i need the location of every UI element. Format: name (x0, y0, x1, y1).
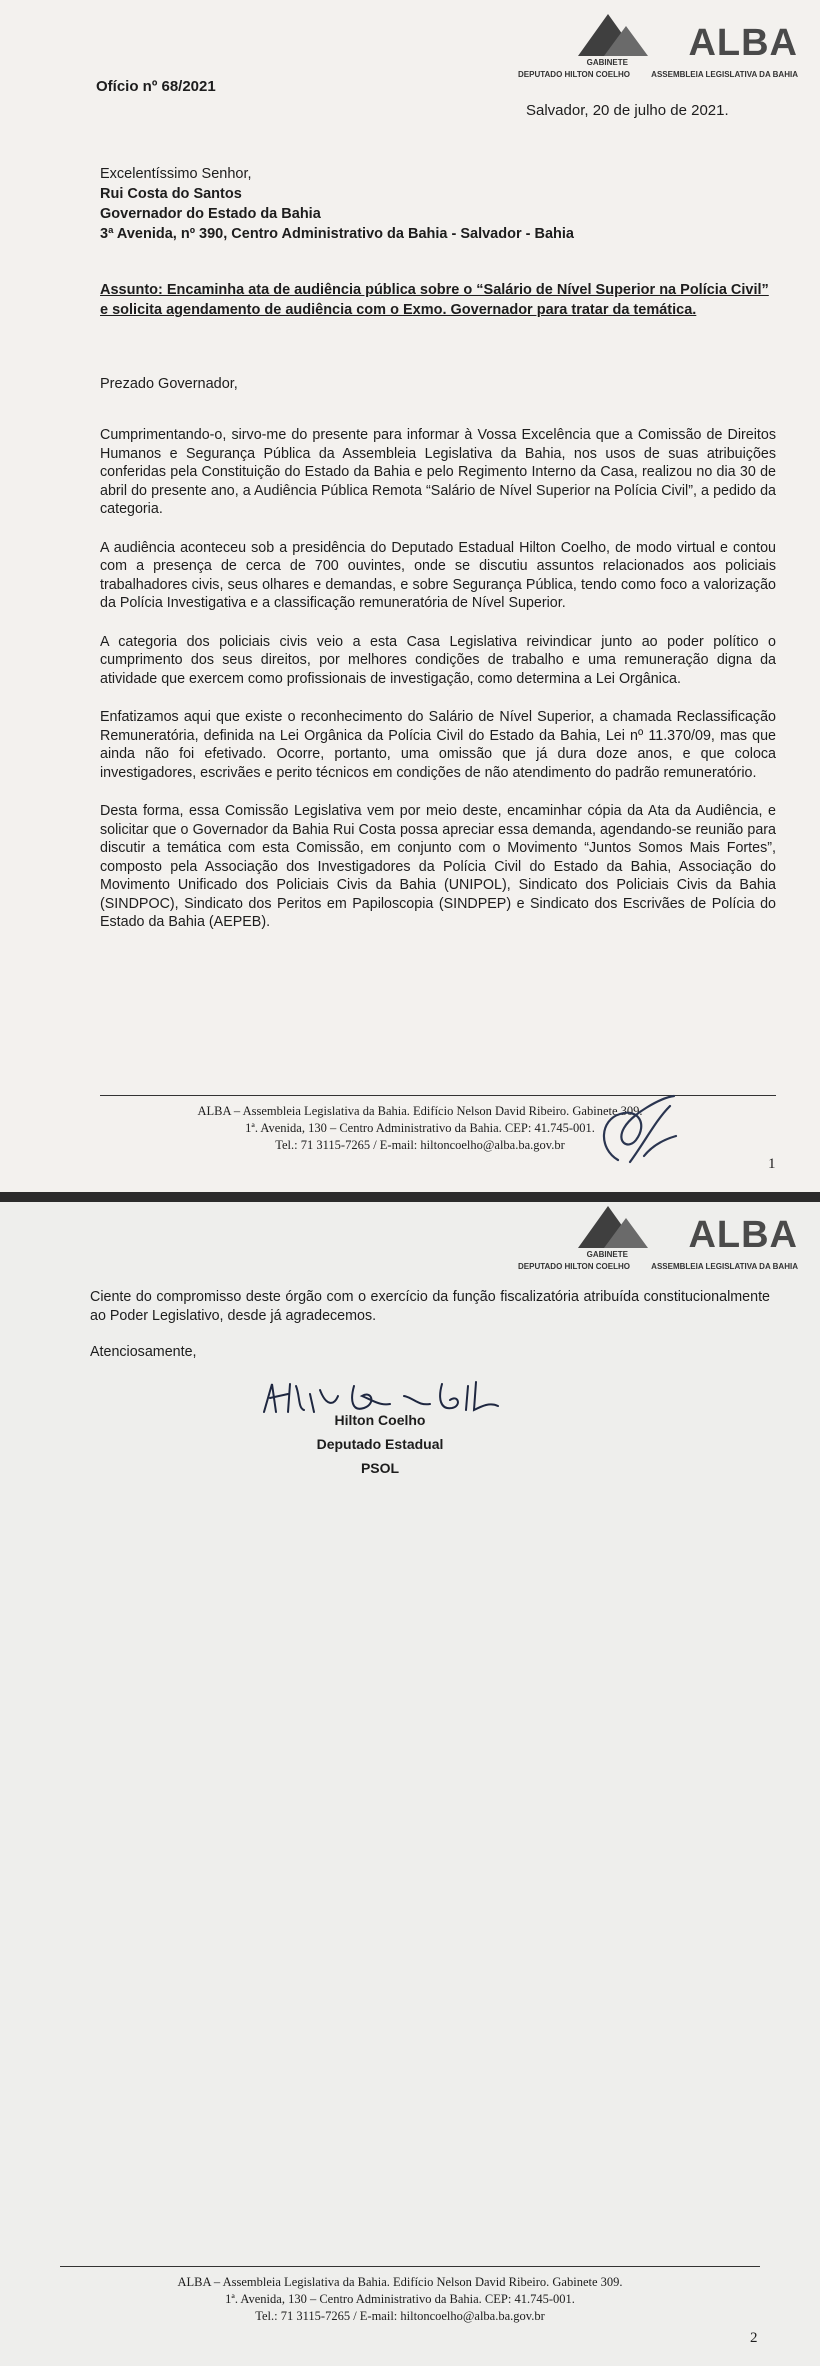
letter-date: Salvador, 20 de julho de 2021. (526, 102, 729, 119)
alba-brand: ALBA (688, 22, 798, 64)
subject-line: Assunto: Encaminha ata de audiência pública sobre o “Salário de Nível Superior na Polícia Civil” e solicita agendamento de audiência com o Exmo. Governador para tratar da temática. (100, 282, 769, 318)
gabinete-label: GABINETE (586, 58, 628, 67)
page-number: 1 (768, 1156, 776, 1172)
assembleia-label: ASSEMBLEIA LEGISLATIVA DA BAHIA (651, 1262, 798, 1271)
signer-title: Deputado Estadual (316, 1436, 444, 1452)
recipient-address (100, 164, 574, 244)
greeting: Prezado Governador, (100, 376, 238, 392)
address-title: Governador do Estado da Bahia (100, 206, 321, 222)
paragraph: A audiência aconteceu sob a presidência do Deputado Estadual Hilton Coelho, de modo virtual e contou com a presença de cerca de 700 ouvintes, onde se discutiu assuntos relacionados aos policiais trabalhadores civis, seus olhares e demandas, e sobre Segurança Pública, tendo como foco a valorização da Polícia Investigativa e a classificação remuneratória de Nível Superior. (100, 539, 776, 611)
address-salutation: Excelentíssimo Senhor, (100, 166, 252, 182)
regards: Atenciosamente, (90, 1344, 197, 1360)
alba-logo-triangle-inner-icon (604, 1218, 648, 1248)
alba-brand: ALBA (688, 1214, 798, 1256)
footer-line-2: 1ª. Avenida, 130 – Centro Administrativo da Bahia. CEP: 41.745-001. (245, 1121, 595, 1135)
deputado-label: DEPUTADO HILTON COELHO (518, 70, 630, 79)
page-number: 2 (750, 2330, 758, 2346)
alba-logo-triangle-inner-icon (604, 26, 648, 56)
footer-line-2: 1ª. Avenida, 130 – Centro Administrativo da Bahia. CEP: 41.745-001. (225, 2292, 575, 2306)
footer-line-1: ALBA – Assembleia Legislativa da Bahia. Edifício Nelson David Ribeiro. Gabinete 309. (177, 2275, 623, 2289)
gabinete-label: GABINETE (586, 1250, 628, 1259)
footer-line-1: ALBA – Assembleia Legislativa da Bahia. Edifício Nelson David Ribeiro. Gabinete 309. (197, 1104, 643, 1118)
letter-body (100, 426, 776, 952)
alba-logo (508, 1206, 798, 1276)
deputado-label: DEPUTADO HILTON COELHO (518, 1262, 630, 1271)
address-name: Rui Costa do Santos (100, 186, 242, 202)
footer-divider (60, 2266, 760, 2267)
signer-party: PSOL (360, 1460, 400, 1476)
signer-name: Hilton Coelho (334, 1412, 426, 1428)
initials-signature (590, 1090, 680, 1164)
paragraph: Cumprimentando-o, sirvo-me do presente para informar à Vossa Excelência que a Comissão de Direitos Humanos e Segurança Pública da Assembleia Legislativa da Bahia, nos usos de suas atribuições conferidas pela Constituição do Estado da Bahia e pelo Regimento Interno da Casa, realizou no dia 30 de abril do presente ano, a Audiência Pública Remota “Salário de Nível Superior na Polícia Civil”, a pedido da categoria. (100, 427, 776, 517)
alba-logo (508, 14, 798, 84)
paragraph: Enfatizamos aqui que existe o reconhecimento do Salário de Nível Superior, a chamada Reclassificação Remuneratória, definida na Lei Orgânica da Polícia Civil do Estado da Bahia, Lei nº 11.370/09, mas que ainda não foi efetivado. Ocorre, portanto, uma omissão que já dura doze anos, e que coloca investigadores, escrivães e perito técnicos em condições de não atendimento do padrão remuneratório. (100, 709, 776, 781)
paragraph: Desta forma, essa Comissão Legislativa vem por meio deste, encaminhar cópia da Ata da Audiência, e solicitar que o Governador da Bahia Rui Costa possa apreciar essa demanda, agendando-se reunião para discutir a temática com esta Comissão, em conjunto com o Movimento “Juntos Somos Mais Fortes”, composto pela Associação dos Investigadores da Polícia Civil do Estado da Bahia, Associação do Movimento Unificado dos Policiais Civis da Bahia (UNIPOL), Sindicato dos Policiais Civis da Bahia (SINDPOC), Sindicato dos Peritos em Papiloscopia (SINDPEP) e Sindicato dos Escrivães de Polícia do Estado da Bahia (AEPEB). (100, 803, 776, 930)
assembleia-label: ASSEMBLEIA LEGISLATIVA DA BAHIA (651, 70, 798, 79)
address-street: 3ª Avenida, nº 390, Centro Administrativo da Bahia - Salvador - Bahia (100, 226, 574, 242)
footer-line-3: Tel.: 71 3115-7265 / E-mail: hiltoncoelho@alba.ba.gov.br (275, 1138, 565, 1152)
footer-line-3: Tel.: 71 3115-7265 / E-mail: hiltoncoelho@alba.ba.gov.br (255, 2309, 545, 2323)
page-footer (100, 2274, 700, 2325)
paragraph: A categoria dos policiais civis veio a esta Casa Legislativa reivindicar junto ao poder político o cumprimento dos seus direitos, por melhores condições de trabalho e uma remuneração digna da atividade que exercem como profissionais de investigação, como determina a Lei Orgânica. (100, 633, 776, 687)
oficio-number: Ofício nº 68/2021 (96, 78, 216, 95)
closing-paragraph: Ciente do compromisso deste órgão com o exercício da função fiscalizatória atribuída constitucionalmente ao Poder Legislativo, desde já agradecemos. (90, 1289, 770, 1324)
